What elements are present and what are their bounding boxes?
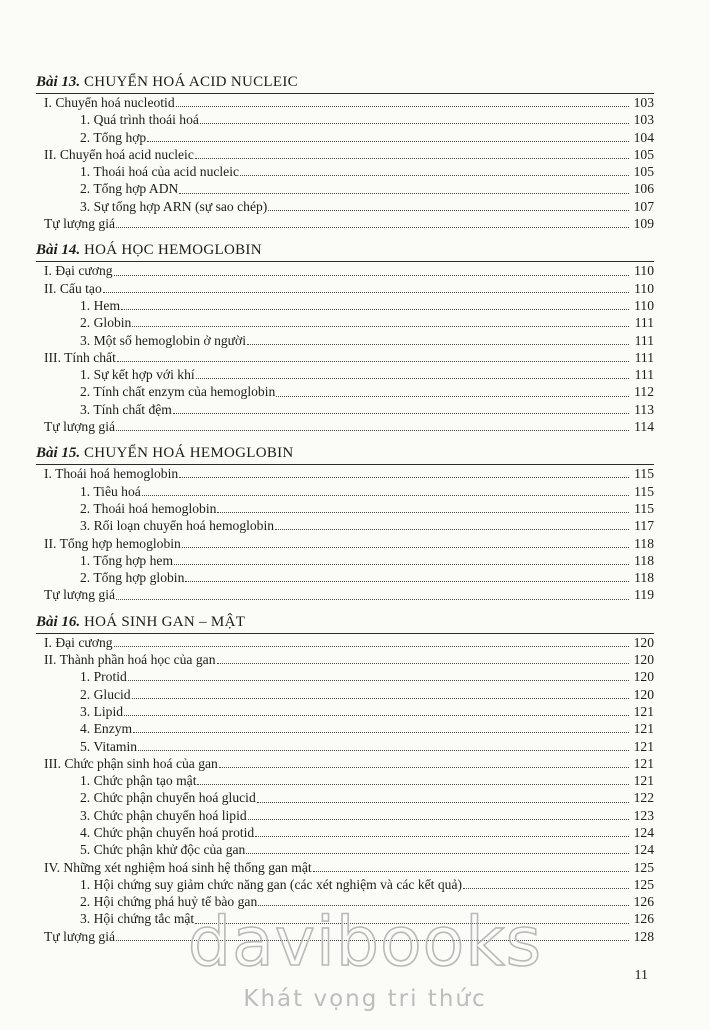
toc-entry xyxy=(36,703,654,720)
dot-leader xyxy=(103,292,629,293)
toc-entry xyxy=(36,483,654,500)
toc-entry-label: Tự lượng giá xyxy=(44,419,116,435)
toc-entry-label: Tự lượng giá xyxy=(44,928,116,944)
toc-entry-label: 1. Thoái hoá của acid nucleic xyxy=(80,164,240,180)
table-of-contents xyxy=(36,72,654,945)
dot-leader xyxy=(132,326,629,327)
toc-entry-label: 4. Chức phận chuyển hoá protid xyxy=(80,824,255,840)
toc-entry-page: 126 xyxy=(633,894,654,910)
toc-entry xyxy=(36,198,654,215)
dot-leader xyxy=(195,923,629,924)
toc-entry-label: 1. Quá trình thoái hoá xyxy=(80,112,199,128)
toc-entry xyxy=(36,586,654,603)
toc-entry-page: 115 xyxy=(634,483,654,499)
toc-entry-page: 118 xyxy=(634,552,654,568)
toc-entry xyxy=(36,163,654,180)
toc-entry-label: I. Đại cương xyxy=(44,263,113,279)
chapter-heading xyxy=(36,612,654,632)
dot-leader xyxy=(132,698,629,699)
toc-entry xyxy=(36,841,654,858)
dot-leader xyxy=(128,680,629,681)
toc-entry-page: 128 xyxy=(633,928,654,944)
watermark-slogan: Khát vọng tri thức xyxy=(243,986,487,1012)
toc-entry-page: 110 xyxy=(634,280,654,296)
toc-entry xyxy=(36,215,654,232)
toc-entry-label: II. Thành phần hoá học của gan xyxy=(44,652,216,668)
toc-entry xyxy=(36,94,654,111)
toc-entry-page: 120 xyxy=(633,634,654,650)
toc-entry xyxy=(36,366,654,383)
dot-leader xyxy=(248,819,629,820)
toc-chapter xyxy=(36,72,654,232)
toc-entry-label: 2. Tổng hợp xyxy=(80,129,147,145)
toc-entry-label: 2. Chức phận chuyển hoá glucid xyxy=(80,790,256,806)
toc-entry-page: 118 xyxy=(634,570,654,586)
dot-leader xyxy=(219,767,629,768)
chapter-title: HOÁ SINH GAN – MẬT xyxy=(83,613,246,630)
toc-entry xyxy=(36,500,654,517)
dot-leader xyxy=(246,853,629,854)
toc-entry-label: III. Chức phận sinh hoá của gan xyxy=(44,755,218,771)
toc-entry-page: 107 xyxy=(633,198,654,214)
toc-entry-label: 1. Protid xyxy=(80,669,127,685)
toc-entry-page: 121 xyxy=(633,738,654,754)
toc-entry-page: 112 xyxy=(634,384,654,400)
dot-leader xyxy=(257,802,629,803)
toc-entry-page: 105 xyxy=(633,146,654,162)
toc-entry-page: 124 xyxy=(633,824,654,840)
toc-entry-label: 4. Enzym xyxy=(80,721,133,737)
toc-entry-label: 5. Vitamin xyxy=(80,738,138,754)
toc-entry-label: 3. Sự tổng hợp ARN (sự sao chép) xyxy=(80,198,268,214)
toc-entry xyxy=(36,401,654,418)
chapter-heading xyxy=(36,443,654,463)
watermark-brand: davibooks xyxy=(187,903,543,982)
dot-leader xyxy=(182,547,629,548)
toc-entry xyxy=(36,535,654,552)
toc-entry-page: 106 xyxy=(633,181,654,197)
dot-leader xyxy=(255,836,629,837)
toc-entry-page: 124 xyxy=(633,842,654,858)
toc-entry-page: 103 xyxy=(633,95,654,110)
toc-entry-page: 122 xyxy=(633,790,654,806)
toc-entry xyxy=(36,859,654,876)
toc-entry xyxy=(36,738,654,755)
toc-entry xyxy=(36,824,654,841)
dot-leader xyxy=(116,599,629,600)
chapter-number: Bài 15. xyxy=(36,445,81,462)
toc-entry xyxy=(36,111,654,128)
chapter-title: CHUYỂN HOÁ ACID NUCLEIC xyxy=(83,74,298,90)
toc-entry-page: 121 xyxy=(633,721,654,737)
toc-entry-label: 1. Chức phận tạo mật xyxy=(80,773,197,789)
toc-entry xyxy=(36,686,654,703)
toc-entry-page: 125 xyxy=(633,876,654,892)
toc-entry xyxy=(36,876,654,893)
toc-entry-page: 120 xyxy=(633,686,654,702)
toc-entry-page: 123 xyxy=(633,807,654,823)
toc-entry-label: Tự lượng giá xyxy=(44,587,116,603)
toc-entry-label: II. Chuyển hoá acid nucleic xyxy=(44,146,194,162)
toc-entry xyxy=(36,146,654,163)
toc-entry xyxy=(36,465,654,482)
toc-entry xyxy=(36,755,654,772)
toc-entry xyxy=(36,634,654,651)
toc-entry-label: 5. Chức phận khử độc của gan xyxy=(80,842,246,858)
toc-entry-page: 121 xyxy=(633,703,654,719)
chapter-heading xyxy=(36,72,654,92)
dot-leader xyxy=(197,784,629,785)
dot-leader xyxy=(174,564,629,565)
toc-entry-label: 1. Tiêu hoá xyxy=(80,483,141,499)
dot-leader xyxy=(247,344,629,345)
toc-entry xyxy=(36,552,654,569)
toc-entry xyxy=(36,383,654,400)
chapter-title: CHUYỂN HOÁ HEMOGLOBIN xyxy=(83,445,294,462)
dot-leader xyxy=(173,413,629,414)
chapter-heading xyxy=(36,240,654,260)
toc-entry-page: 115 xyxy=(634,466,654,482)
dot-leader xyxy=(142,495,629,496)
toc-entry-page: 110 xyxy=(634,297,654,313)
toc-entry xyxy=(36,893,654,910)
dot-leader xyxy=(200,123,629,124)
toc-entry-label: 2. Globin xyxy=(80,315,132,331)
toc-entry xyxy=(36,807,654,824)
chapter-title: HOÁ HỌC HEMOGLOBIN xyxy=(83,242,262,259)
toc-entry xyxy=(36,418,654,435)
toc-entry xyxy=(36,928,654,945)
toc-entry-label: II. Cấu tạo xyxy=(44,280,102,296)
toc-entry-label: I. Thoái hoá hemoglobin xyxy=(44,466,179,482)
toc-entry-label: 3. Lipid xyxy=(80,703,124,719)
toc-entry xyxy=(36,651,654,668)
dot-leader xyxy=(176,106,629,107)
dot-leader xyxy=(196,378,629,379)
toc-entry-page: 103 xyxy=(633,112,654,128)
chapter-number: Bài 13. xyxy=(36,74,81,90)
toc-entry xyxy=(36,297,654,314)
toc-entry-label: I. Đại cương xyxy=(44,634,113,650)
toc-entry xyxy=(36,349,654,366)
toc-entry xyxy=(36,280,654,297)
toc-entry-page: 120 xyxy=(633,652,654,668)
toc-entry-page: 121 xyxy=(633,755,654,771)
dot-leader xyxy=(116,940,629,941)
toc-entry xyxy=(36,569,654,586)
toc-entry-label: 3. Tính chất đệm xyxy=(80,401,172,417)
toc-entry-page: 119 xyxy=(634,587,654,603)
toc-entry-page: 105 xyxy=(633,164,654,180)
dot-leader xyxy=(124,715,629,716)
toc-entry-label: II. Tổng hợp hemoglobin xyxy=(44,535,181,551)
toc-entry-page: 114 xyxy=(634,419,654,435)
toc-entry xyxy=(36,910,654,927)
toc-entry xyxy=(36,772,654,789)
dot-leader xyxy=(147,141,629,142)
toc-entry-label: 2. Thoái hoá hemoglobin xyxy=(80,500,217,516)
toc-entry-label: 2. Tổng hợp globin xyxy=(80,570,185,586)
dot-leader xyxy=(121,309,629,310)
toc-entry xyxy=(36,314,654,331)
toc-entry-label: 1. Hội chứng suy giảm chức năng gan (các xét nghiệm và các kết quả) xyxy=(80,876,463,892)
chapter-number: Bài 14. xyxy=(36,242,81,259)
dot-leader xyxy=(463,888,629,889)
chapter-number: Bài 16. xyxy=(36,613,81,630)
toc-entry-page: 120 xyxy=(633,669,654,685)
toc-entry-page: 111 xyxy=(634,315,654,331)
dot-leader xyxy=(116,430,629,431)
toc-entry-label: 3. Một số hemoglobin ở người xyxy=(80,332,246,348)
dot-leader xyxy=(313,871,629,872)
toc-entry xyxy=(36,262,654,279)
toc-entry-label: Tự lượng giá xyxy=(44,216,116,232)
toc-entry-label: III. Tính chất xyxy=(44,349,116,365)
toc-entry-label: 2. Hội chứng phá huỷ tế bào gan xyxy=(80,894,258,910)
dot-leader xyxy=(185,581,629,582)
toc-entry-page: 113 xyxy=(634,401,654,417)
toc-entry-label: 2. Glucid xyxy=(80,686,131,702)
dot-leader xyxy=(114,275,629,276)
toc-chapter xyxy=(36,240,654,435)
dot-leader xyxy=(275,529,629,530)
toc-entry-label: 3. Rối loạn chuyển hoá hemoglobin xyxy=(80,518,275,534)
toc-entry-label: 3. Chức phận chuyển hoá lipid xyxy=(80,807,247,823)
toc-entry-label: 2. Tính chất enzym của hemoglobin xyxy=(80,384,276,400)
toc-entry xyxy=(36,668,654,685)
dot-leader xyxy=(276,396,629,397)
toc-entry-label: I. Chuyển hoá nucleotid xyxy=(44,95,175,110)
toc-entry-label: 1. Sự kết hợp với khí xyxy=(80,367,195,383)
toc-entry-page: 111 xyxy=(634,332,654,348)
toc-chapter xyxy=(36,612,654,945)
toc-entry-page: 109 xyxy=(633,216,654,232)
toc-chapter xyxy=(36,443,654,603)
toc-entry xyxy=(36,332,654,349)
toc-entry xyxy=(36,180,654,197)
toc-entry xyxy=(36,789,654,806)
dot-leader xyxy=(217,512,629,513)
toc-entry-label: 1. Tổng hợp hem xyxy=(80,552,174,568)
toc-entry-page: 117 xyxy=(634,518,654,534)
dot-leader xyxy=(138,750,629,751)
dot-leader xyxy=(179,477,629,478)
dot-leader xyxy=(195,158,629,159)
dot-leader xyxy=(117,361,629,362)
dot-leader xyxy=(268,210,629,211)
toc-entry-label: 1. Hem xyxy=(80,297,121,313)
dot-leader xyxy=(114,646,629,647)
toc-entry xyxy=(36,129,654,146)
toc-entry-page: 118 xyxy=(634,535,654,551)
toc-entry-label: 3. Hội chứng tắc mật xyxy=(80,911,195,927)
dot-leader xyxy=(217,663,630,664)
toc-entry-page: 126 xyxy=(633,911,654,927)
dot-leader xyxy=(133,732,629,733)
toc-entry-page: 110 xyxy=(634,263,654,279)
dot-leader xyxy=(258,905,629,906)
dot-leader xyxy=(179,193,629,194)
page-number: 11 xyxy=(634,968,648,983)
toc-entry-label: IV. Những xét nghiệm hoá sinh hệ thống gan mật xyxy=(44,859,312,875)
toc-entry-page: 111 xyxy=(634,367,654,383)
dot-leader xyxy=(116,227,629,228)
toc-entry-page: 115 xyxy=(634,500,654,516)
toc-entry-page: 111 xyxy=(634,349,654,365)
toc-entry-label: 2. Tổng hợp ADN xyxy=(80,181,179,197)
toc-entry xyxy=(36,517,654,534)
toc-entry-page: 104 xyxy=(633,129,654,145)
toc-entry-page: 125 xyxy=(633,859,654,875)
toc-entry-page: 121 xyxy=(633,773,654,789)
dot-leader xyxy=(240,175,629,176)
toc-entry xyxy=(36,720,654,737)
